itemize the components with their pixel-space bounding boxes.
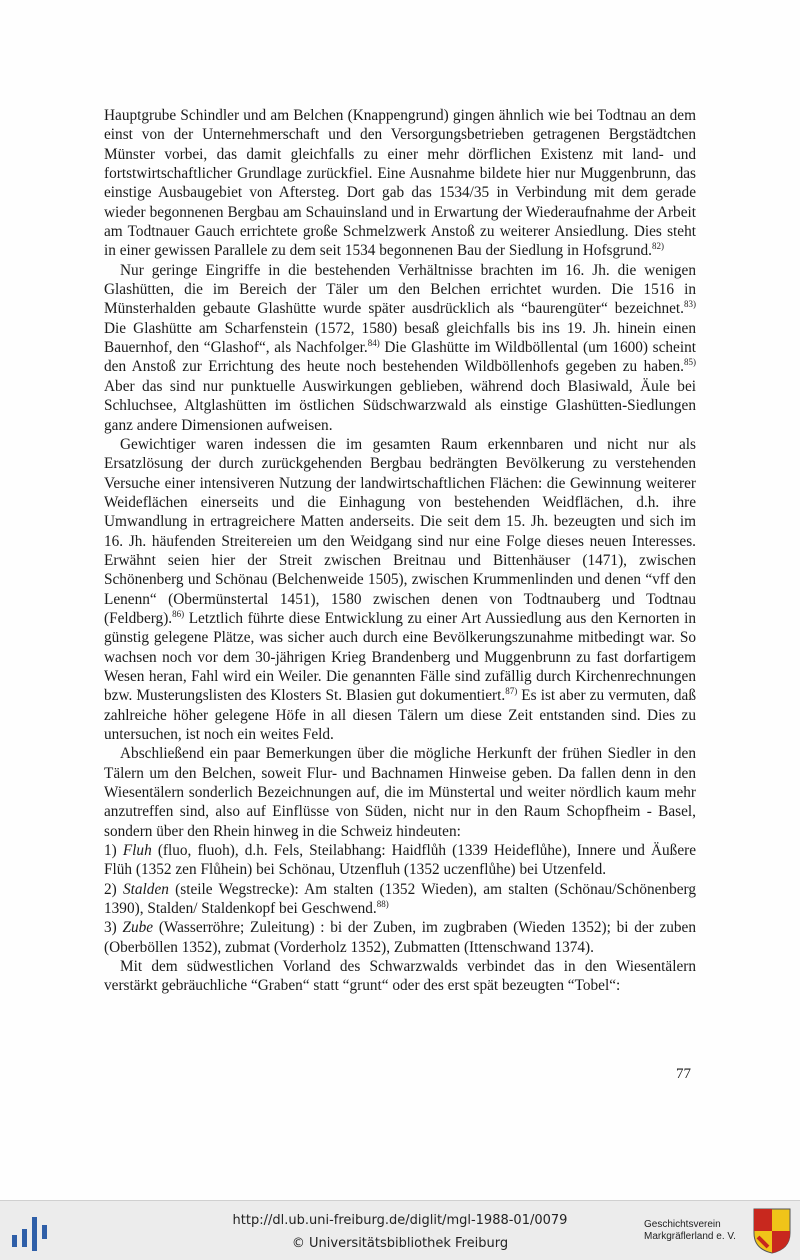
footer-bar [0,1200,800,1260]
paragraph: Hauptgrube Schindler und am Belchen (Knappengrund) gingen ähnlich wie bei Todtnau an dem einst von der Unternehmerschaft und den Versorgungsbetrieben getragenen Bergstädtchen Münster vorbei, das damit gleichfalls zu einer mehr dörflichen Existenz mit land- und fortstwirtschaftlicher Grundlage zurückfiel. Eine Ausnahme bildete hier nur Muggenbrunn, das einstige Ausbaugebiet von Aftersteg. Dort gab das 1534/35 in Verbindung mit dem gerade wieder begonnenen Bergbau am Schauinsland und in Erwartung der Wiederaufnahme der Arbeit am Todtnauer Gauch errichtete große Schmelzwerk Anstoß zu weiterer Ansiedlung. Dies steht in einer gewissen Parallele zu dem seit 1534 begonnenen Bau der Siedlung in Hofsgrund.$^{82)}$ [104,107,696,260]
crest-icon[interactable] [752,1207,792,1255]
document-url-link[interactable]: http://dl.ub.uni-freiburg.de/diglit/mgl-1988-01/0079 [232,1213,568,1228]
footnote-ref: 85) [684,357,696,368]
paragraph: Mit dem südwestlichen Vorland des Schwarzwalds verbindet das in den Wiesentälern verstärkt gebräuchliche “Graben“ statt “grunt“ oder des erst spät bezeugten “Tobel“: [104,958,696,995]
footnote-ref: 82) [652,241,665,252]
copyright-text: © Universitätsbibliothek Freiburg [291,1236,509,1251]
body-text [104,106,696,996]
footnote-ref: 88) [376,899,389,909]
page-number: 77 [676,1066,691,1082]
footnote-ref: 83) [684,299,696,310]
term: Zube [122,919,154,937]
term: Stalden [123,880,169,898]
footnote-ref: 87) [505,686,518,697]
society-name[interactable]: Geschichtsverein Markgräflerland e. V. [644,1219,736,1242]
list-item: 1) Fluh (fluo, fluoh), d.h. Fels, Steilabhang: Haidflůh (1339 Heideflůhe), Innere und Äußere Flüh (1352 zen Flůhein) bei Schönau, Utzenfluh (1352 uczenflůhe) bei Utzenfeld. [104,842,696,879]
paragraph: Gewichtiger waren indessen die im gesamten Raum erkennbaren und nicht nur als Ersatzlösung der durch zurückgehenden Bergbau bedrängten Bevölkerung zu verstehenden Versuche einer intensiveren Nutzung der landwirtschaftlichen Flächen: die Gewinnung weiterer Weideflächen einerseits und die Einhagung von bestehenden Weidflächen, d.h. ihre Umwandlung in ertragreichere Matten anderseits. Die seit dem 15. Jh. bezeugten und sich im 16. Jh. häufenden Streitereien um den Weidgang sind nur eine Folge dieses neuen Interesses. Erwähnt seien hier der Streit zwischen Breitnau und Bittenhäuser (1471), zwischen Schönenberg und Schönau (Belchenweide 1505), zwischen Krummenlinden und denen “vff den Lenenn“ (Obermünstertal 1451), 1580 zwischen denen von Todtnauberg und Todtnau (Feldberg).$^{86)}$ Letztlich führte diese Entwicklung zu einer Art Aussiedlung aus den Kernorten in günstig gelegene Plätze, was sicher auch durch eine Bevölkerungszunahme mitbedingt war. So wachsen noch vor dem 30-jährigen Krieg Brandenberg und Muggenbrunn zu fast dorfartigem Wesen heran, Fahl wird ein Weiler. Die genannten Fälle sind zufällig durch Kirchenrechnungen bzw. Musterungslisten des Klosters St. Blasien gut dokumentiert.$^{87)}$ Es ist aber zu vermuten, daß zahlreiche höher gelegene Höfe in all diesen Tälern um diese Zeit entstanden sind. Dies zu untersuchen, ist noch ein weites Feld. [104,435,697,743]
footnote-ref: 84) [367,338,380,349]
footnote-ref: 86) [172,608,185,619]
paragraph: Abschließend ein paar Bemerkungen über die mögliche Herkunft der frühen Siedler in den Tälern um den Belchen, soweit Flur- und Bachnamen Hinweise geben. Da fallen denn in den Wiesentälern sonderlich Bezeichnungen auf, die im Münstertal und weiter nördlich kaum mehr anzutreffen sind, also auf Einflüsse von Süden, nicht nur in den Raum Schopfheim - Basel, sondern über den Rhein hinweg in die Schweiz hindeuten: [104,745,696,840]
list-item: 3) Zube (Wasserröhre; Zuleitung) : bi der Zuben, im zugbraben (Wieden 1352); bi der zuben (Oberböllen 1352), zubmat (Vorderholz 1352), Zubmatten (Ittenschwand 1374). [104,919,696,956]
term: Fluh [122,842,152,860]
paragraph: Nur geringe Eingriffe in die bestehenden Verhältnisse brachten im 16. Jh. die wenigen Glashütten, die im Bereich der Täler um den Belchen errichtet wurden. Die 1516 in Münsterhalden gebaute Glashütte wurde später ausdrücklich als “baurengüter“ bezeichnet.$^{83)}$ Die Glashütte am Scharfenstein (1572, 1580) besaß gleichfalls bis ins 19. Jh. hinein einen Bauernhof, den “Glashof“, als Nachfolger.$^{84)}$ Die Glashütte im Wildböllental (um 1600) scheint den Anstoß zur Errichtung des heute noch bestehenden Wildböllenhofs gegeben zu haben.$^{85)}$ Aber das sind nur punktuelle Auswirkungen geblieben, während doch Blasiwald, Äule bei Schluchsee, Altglashütten im östlichen Südschwarzwald als einstige Glashütten-Siedlungen ganz andere Dimensionen aufweisen. [104,261,696,434]
list-item: 2) Stalden (steile Wegstrecke): Am stalten (1352 Wieden), am stalten (Schönau/Schönenberg 1390), Stalden/ Staldenkopf bei Geschwend.$^{88)}$ [104,880,697,918]
